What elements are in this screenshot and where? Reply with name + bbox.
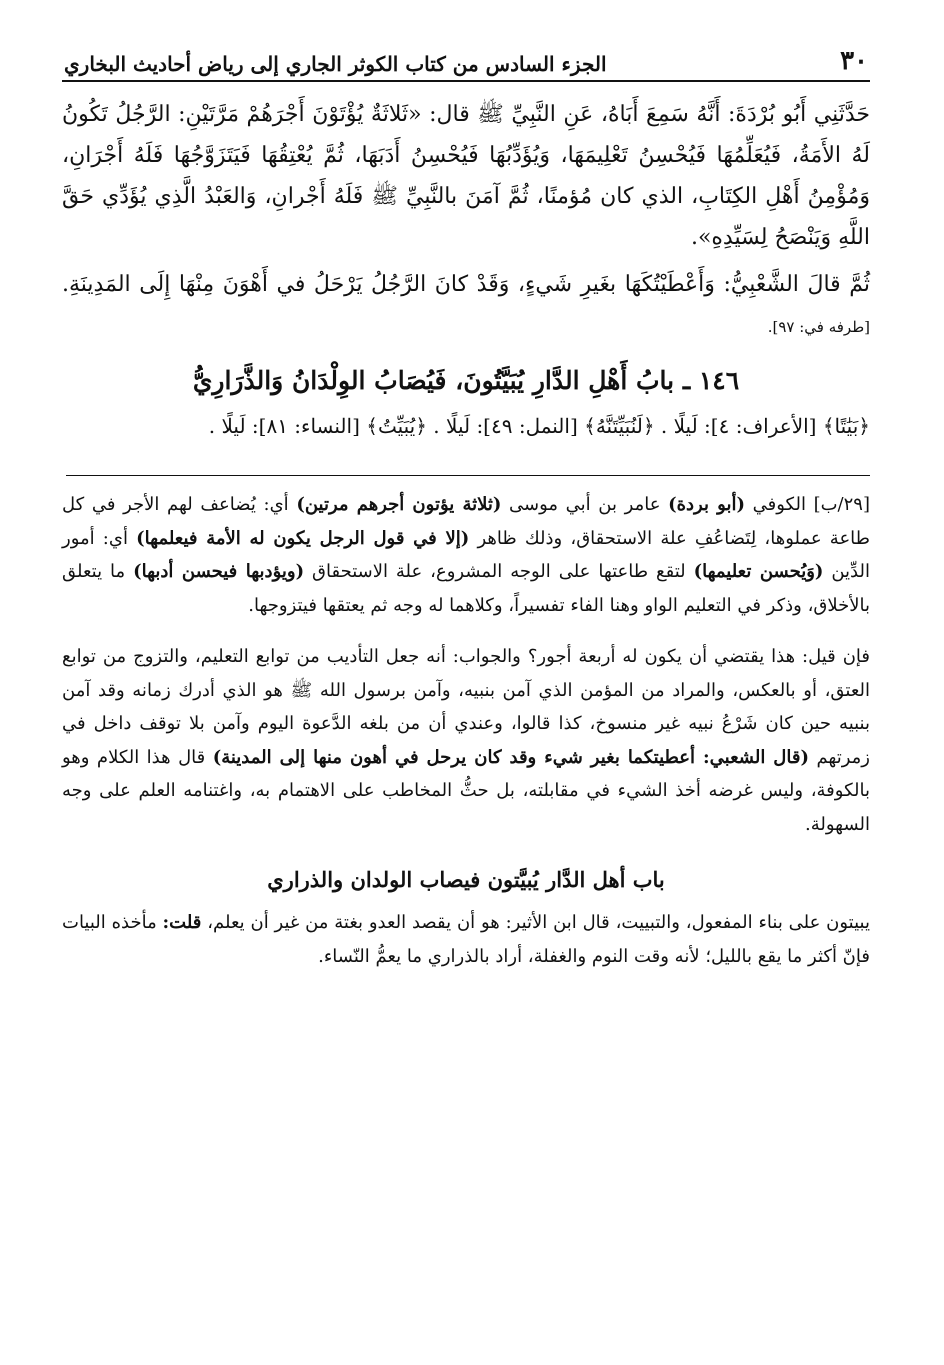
commentary-paragraph xyxy=(62,906,870,973)
commentary-text: لتقع طاعتها على الوجه المشروع، علة الاستحقاق xyxy=(304,561,694,582)
commentary-bold: (ويؤدبها فيحسن أدبها) xyxy=(133,561,305,582)
footnote-divider xyxy=(66,475,870,476)
book-page xyxy=(62,38,870,1328)
hadith-text xyxy=(62,94,870,348)
commentary-text: أي: أمور الدِّين xyxy=(62,527,870,582)
page-number: ٣٠ xyxy=(840,46,868,76)
commentary-bold: (وَيُحسن تعليمها) xyxy=(693,561,824,582)
commentary-paragraph xyxy=(62,640,870,841)
commentary-text: ما يتعلق بالأخلاق، وذكر في التعليم الواو وهنا الفاء تفسيراً، وكلاهما له وجه ثم يعتقها فيتزوجها. xyxy=(62,561,870,616)
quranic-glosses: ﴿بَيَٰتًا﴾ [الأعراف: ٤]: لَيلًا . ﴿لَنُبَيِّتَنَّهُ﴾ [النمل: ٤٩]: لَيلًا . ﴿يُبَيِّتُ﴾ [النساء: ٨١]: لَيلًا . xyxy=(208,414,870,438)
shabi-paragraph-text: ثُمَّ قالَ الشَّعْبِيُّ: وَأَعْطَيْتُكَهَا بغَيرِ شَيءٍ، وَقَدْ كانَ الرَّجُلُ يَرْحَلُ في أَهْوَنَ مِنْهَا إِلَى المَدِينَةِ. xyxy=(62,272,870,297)
commentary-text: مأخذه البيات فإنّ أكثر ما يقع بالليل؛ لأنه وقت النوم والغفلة، أراد بالذراري ما يعمُّ النّساء. xyxy=(62,912,870,967)
commentary-heading: باب أهل الدَّار يُبيَّتون فيصاب الولدان والذراري xyxy=(267,867,665,892)
commentary-bold: (قال الشعبي: أعطيتكما بغير شيء وقد كان يرحل في أهون منها إلى المدينة) xyxy=(212,746,809,768)
hadith-paragraph-text: حَدَّثَنِي أَبُو بُرْدَةَ: أَنَّهُ سَمِعَ أَبَاهُ، عَنِ النَّبِيِّ ﷺ قال: «ثَلاثَةٌ يُؤْتَوْنَ أَجْرَهُمْ مَرَّتَيْنِ: الرَّجُلُ تَكُونُ لَهُ الأَمَةُ، فَيُعَلِّمُهَا فَيُحْسِنُ تَعْلِيمَهَا، وَيُؤَدِّبُهَا فَيُحْسِنُ أَدَبَهَا، ثُمَّ يُعْتِقُهَا فَيَتَزَوَّجُهَا فَلَهُ أَجْرَانِ، وَمُؤْمِنُ أَهْلِ الكِتَابِ، الذي كان مُؤمنًا، ثُمَّ آمَنَ بالنَّبِيِّ ﷺ فَلَهُ أَجْرانِ، وَالعَبْدُ الَّذِي يُؤَدِّي حَقَّ اللَّهِ وَيَنْصَحُ لِسَيِّدِهِ». xyxy=(62,102,870,250)
commentary-bold: قلت: xyxy=(162,912,202,933)
commentary-paragraph xyxy=(62,488,870,622)
commentary-text: عامر بن أبي موسى xyxy=(501,494,669,515)
hadith-paragraph xyxy=(62,94,870,258)
commentary-text: أي: يُضاعف لهم الأجر في كل طاعة عملوها، لِتَضاعُفِ علة الاستحقاق، وذلك ظاهر xyxy=(62,494,870,549)
commentary-bold: (ثلاثة يؤتون أجرهم مرتين) xyxy=(296,494,502,515)
book-title: الجزء السادس من كتاب الكوثر الجاري إلى رياض أحاديث البخاري xyxy=(64,52,607,76)
cross-reference: [طرفه في: ٩٧]. xyxy=(767,318,870,336)
commentary-text: يبيتون على بناء المفعول، والتبييت، قال ابن الأثير: هو أن يقصد العدو بغتة من غير أن يعلم، xyxy=(201,912,870,933)
commentary-bold: (إلا في قول الرجل يكون له الأمة فيعلمها) xyxy=(136,527,470,549)
running-header xyxy=(62,38,870,82)
commentary-text: [٢٩/ب] الكوفي xyxy=(744,494,870,515)
chapter-heading: ١٤٦ ـ بابُ أَهْلِ الدَّارِ يُبَيَّتُونَ، فَيُصَابُ الوِلْدَانُ وَالذَّرَارِيُّ xyxy=(192,366,740,395)
shabi-paragraph xyxy=(62,264,870,348)
commentary-bold: (أبو بردة) xyxy=(668,494,745,515)
commentary-text: فإن قيل: هذا يقتضي أن يكون له أربعة أجور؟ والجواب: أنه جعل التأديب من توابع التعليم، والتزوج من توابع العتق، أو بالعكس، والمراد من المؤمن الذي آمن بنبيه، وآمن برسول الله ﷺ هو الذي أدرك زمانه وقد آمن بنبيه حين كان شَرْعُ نبيه غير منسوخ، كذا قالوا، وعندي أن من بلغه الدَّعوة اليوم وآمن بلا توقف داخل في زمرتهم xyxy=(62,646,871,768)
commentary-text: قال هذا الكلام وهو بالكوفة، وليس غرضه أخذ الشيء في مقابلته، بل حثُّ المخاطب على الاهتمام به، واغتنامه العلم على وجه السهولة. xyxy=(62,746,870,835)
commentary xyxy=(62,488,870,973)
